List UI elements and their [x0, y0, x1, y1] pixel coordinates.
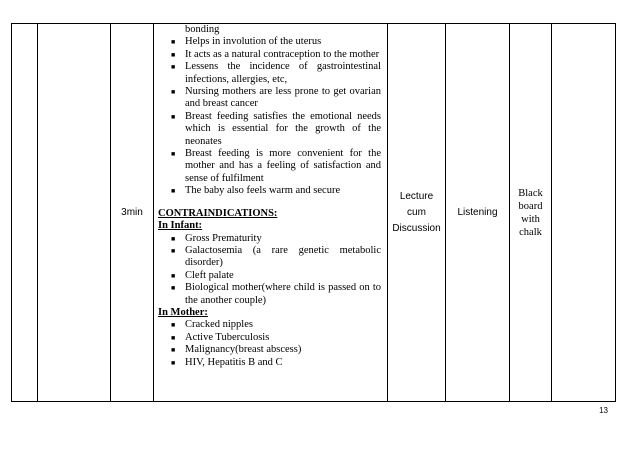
evaluation-cell [552, 24, 616, 402]
list-item: ■ It acts as a natural contraception to the mother [171, 48, 380, 60]
bullet-icon: ■ [171, 88, 176, 97]
advantages-list [158, 36, 381, 197]
bullet-icon: ■ [171, 358, 176, 367]
list-item: ■ Breast feeding is more convenient for the mother and has a feeling of satisfaction and sense of fulfilment [171, 148, 381, 184]
mother-heading: In Mother: [158, 306, 208, 318]
mother-list [158, 319, 381, 369]
list-item: ■ Galactosemia (a rare genetic metabolic disorder) [171, 244, 381, 269]
empty-cell-1 [12, 24, 38, 402]
bullet-icon: ■ [171, 187, 176, 196]
list-item: ■ Breast feeding satisfies the emotional needs which is essential for the growth of the neonates [171, 110, 381, 147]
list-item: ■ Malignancy(breast abscess) [171, 344, 302, 356]
list-item: ■ Lessens the incidence of gastrointestinal infections, allergies, etc, [171, 61, 381, 85]
bullet-icon: ■ [171, 271, 176, 280]
list-item: ■ The baby also feels warm and secure [171, 185, 341, 197]
list-item: ■ HIV, Hepatitis B and C [171, 356, 283, 368]
list-item: ■ Helps in involution of the uterus [171, 36, 322, 48]
bullet-icon: ■ [171, 63, 176, 72]
bullet-icon: ■ [171, 112, 176, 121]
bullet-icon: ■ [171, 50, 176, 59]
table-row [12, 24, 616, 402]
bullet-icon: ■ [171, 234, 176, 243]
infant-heading: In Infant: [158, 220, 203, 232]
contraindications-heading: CONTRAINDICATIONS: [158, 207, 278, 219]
list-item: ■ Cracked nipples [171, 319, 253, 331]
bullet-icon: ■ [171, 284, 176, 293]
list-item: ■ Nursing mothers are less prone to get ovarian and breast cancer [171, 86, 381, 110]
list-item: ■ Gross Prematurity [171, 232, 262, 244]
content-cell [154, 24, 388, 402]
list-item: ■ Cleft palate [171, 269, 234, 281]
bullet-icon: ■ [171, 38, 176, 47]
list-item: ■ Biological mother(where child is passed on to the another couple) [171, 282, 381, 306]
empty-cell-2 [38, 24, 111, 402]
bullet-icon: ■ [171, 321, 176, 330]
bullet-icon: ■ [171, 150, 176, 159]
bullet-icon: ■ [171, 346, 176, 355]
time-cell: 3min [111, 24, 154, 402]
learning-activity-cell: Listening [446, 24, 510, 402]
av-aids-cell: Black board with chalk [510, 24, 552, 402]
page-number: 13 [599, 406, 608, 415]
bullet-icon: ■ [171, 246, 176, 255]
lesson-plan-table [11, 23, 616, 402]
infant-list [158, 233, 381, 307]
continued-text: bonding [185, 24, 220, 35]
teaching-method-cell: Lecture cum Discussion [388, 24, 446, 402]
list-item: ■ Active Tuberculosis [171, 331, 270, 343]
bullet-icon: ■ [171, 333, 176, 342]
